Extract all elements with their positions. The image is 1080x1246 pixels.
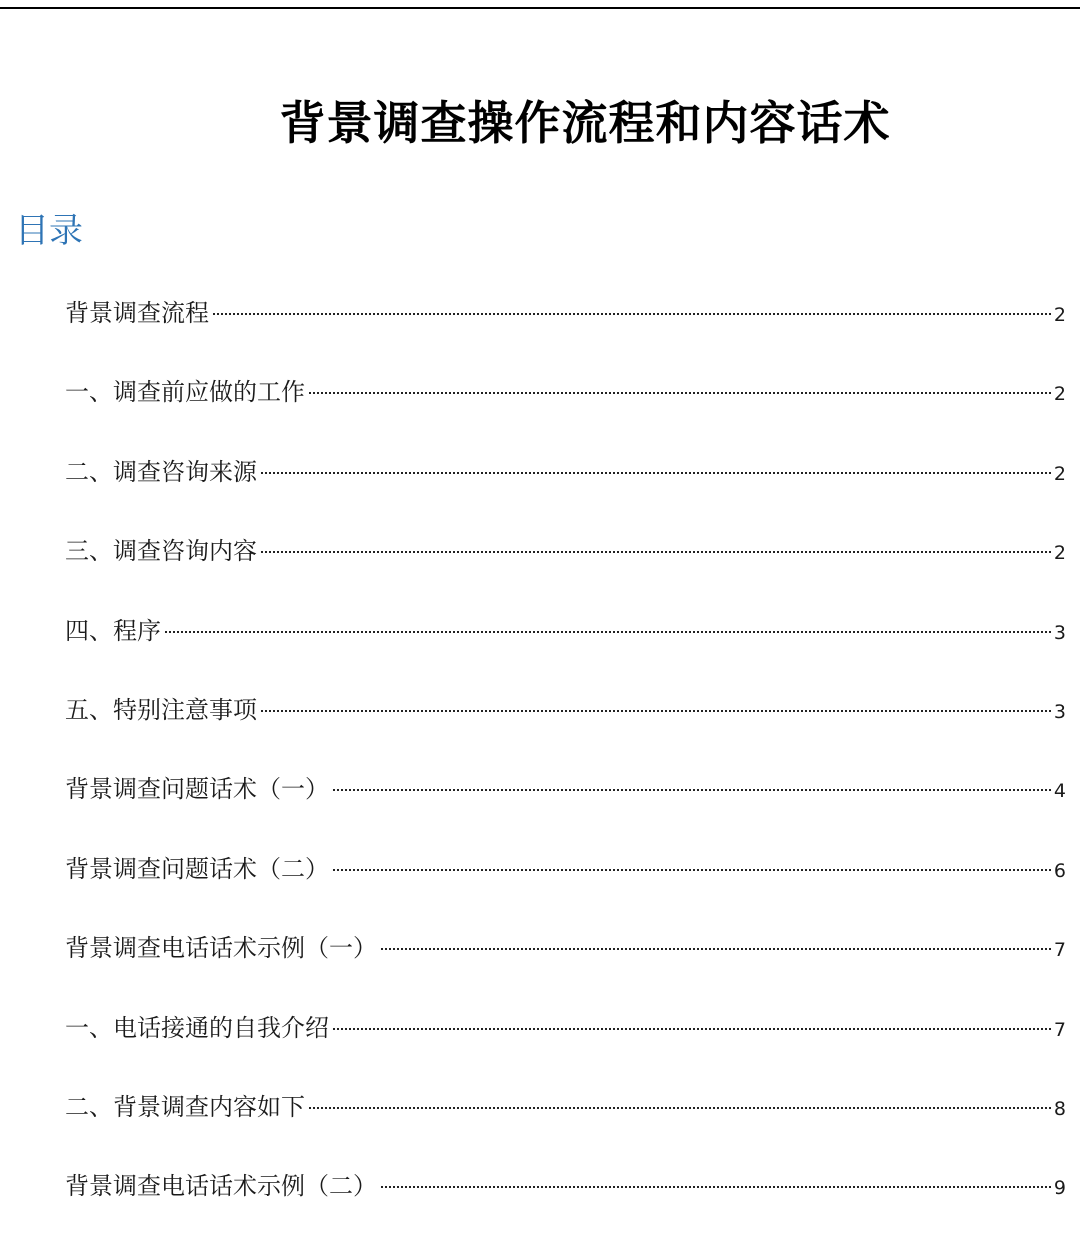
toc-entry[interactable] [65, 611, 1066, 690]
toc-heading: 目录 [15, 211, 83, 251]
toc-entry[interactable] [65, 1008, 1066, 1087]
toc-entry-label: 二、背景调查内容如下 [65, 1092, 305, 1121]
toc-entry-label: 三、调查咨询内容 [65, 537, 257, 566]
toc-entry-label: 背景调查电话话术示例（一） [65, 934, 377, 963]
toc-page-number: 2 [1053, 542, 1066, 565]
toc-dot-leader [333, 789, 1051, 791]
toc-entry[interactable] [65, 1166, 1066, 1245]
toc-entry-label: 背景调查问题话术（一） [65, 775, 329, 804]
toc-dot-leader [165, 631, 1051, 633]
toc-entry[interactable] [65, 293, 1066, 372]
toc-page-number: 2 [1053, 462, 1066, 485]
toc-entry-label: 二、调查咨询来源 [65, 457, 257, 486]
toc-page-number: 2 [1053, 304, 1066, 326]
toc-dot-leader [381, 948, 1051, 950]
toc-entry[interactable] [65, 849, 1066, 928]
toc-entry[interactable] [65, 928, 1066, 1007]
toc-entry-label: 背景调查电话话术示例（二） [65, 1172, 377, 1201]
toc-page-number: 7 [1053, 1018, 1066, 1041]
toc-page-number: 9 [1053, 1177, 1066, 1200]
toc-page-number: 2 [1053, 383, 1066, 406]
toc-dot-leader [261, 551, 1051, 553]
toc-dot-leader [309, 392, 1051, 394]
toc-page-number: 6 [1053, 859, 1066, 882]
toc-entry-label: 背景调查问题话术（二） [65, 854, 329, 883]
toc-entry[interactable] [65, 531, 1066, 610]
toc-dot-leader [309, 1107, 1051, 1109]
toc-dot-leader [213, 313, 1051, 315]
table-of-contents [65, 293, 1066, 1246]
toc-page-number: 8 [1053, 1097, 1066, 1120]
toc-entry[interactable] [65, 452, 1066, 531]
toc-dot-leader [261, 710, 1051, 712]
toc-dot-leader [333, 1028, 1051, 1030]
toc-dot-leader [333, 869, 1051, 871]
toc-dot-leader [261, 472, 1051, 474]
toc-entry[interactable] [65, 372, 1066, 451]
toc-page-number: 7 [1053, 939, 1066, 962]
toc-page-number: 4 [1053, 780, 1066, 803]
toc-dot-leader [381, 1186, 1051, 1188]
toc-entry-label: 一、电话接通的自我介绍 [65, 1013, 329, 1042]
toc-entry[interactable] [65, 769, 1066, 848]
toc-entry-label: 五、特别注意事项 [65, 695, 257, 724]
toc-page-number: 3 [1053, 621, 1066, 644]
toc-entry[interactable] [65, 690, 1066, 769]
toc-entry-label: 背景调查流程 [65, 299, 209, 327]
toc-entry-label: 四、程序 [65, 616, 161, 645]
toc-page-number: 3 [1053, 700, 1066, 723]
toc-entry-label: 一、调查前应做的工作 [65, 378, 305, 407]
header-rule [0, 7, 1080, 9]
toc-entry[interactable] [65, 1087, 1066, 1166]
document-title: 背景调查操作流程和内容话术 [279, 95, 891, 150]
